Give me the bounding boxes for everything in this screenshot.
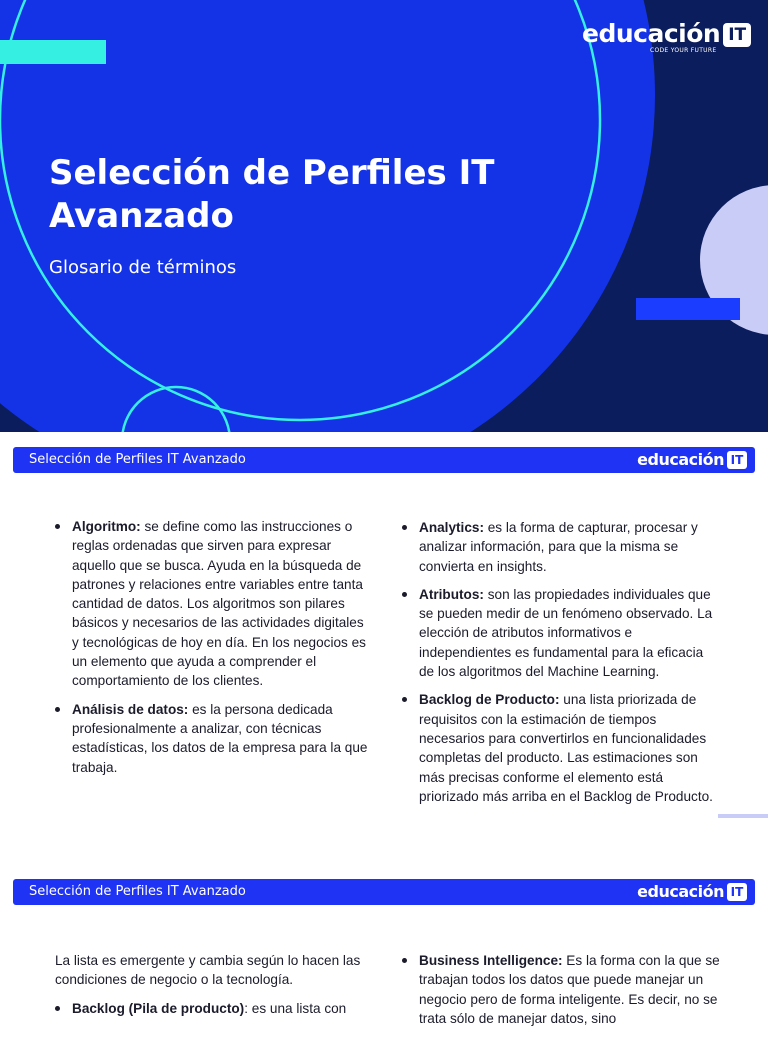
glossary-continuation: [55, 951, 373, 990]
header-logo: [637, 449, 747, 470]
glossary-term: Business Intelligence:: [419, 953, 563, 968]
blue-accent-bar: [636, 298, 740, 320]
glossary-left-column: [55, 517, 373, 786]
glossary-right-column-continued: [402, 951, 720, 1037]
glossary-left-column-continued: [55, 951, 373, 1027]
brand-badge: IT: [723, 23, 751, 47]
glossary-term: Algoritmo:: [72, 519, 141, 534]
glossary-term: Atributos:: [419, 586, 484, 602]
glossary-term: Análisis de datos:: [72, 701, 189, 717]
glossary-right-column: [402, 518, 720, 815]
header-brand-name: educación: [637, 450, 724, 469]
page-header-bar: [13, 879, 755, 905]
brand-name: educación: [582, 19, 721, 48]
glossary-definition: es la forma de capturar, procesar y analizar información, para que la misma se convierta en insights.: [419, 520, 698, 574]
glossary-definition: es la persona dedicada profesionalmente a analizar, con técnicas estadísticas, los datos de la empresa para la que trabaja.: [72, 701, 368, 775]
glossary-continuation-text: La lista es emergente y cambia según lo hacen las condiciones de negocio o la tecnología.: [55, 953, 361, 988]
glossary-item: [402, 690, 720, 806]
header-brand-name: educación: [637, 882, 724, 901]
glossary-item: [55, 517, 373, 691]
glossary-definition: son las propiedades individuales que se pueden medir de un fenómeno observado. La elección de atributos informativos e independientes es fundamental para la eficacia de los algoritmos del Machine Learning.: [419, 586, 713, 680]
side-accent-line: [718, 814, 768, 818]
header-brand-badge: IT: [727, 883, 747, 901]
glossary-item: [55, 700, 373, 777]
glossary-item: [402, 585, 720, 681]
glossary-item: [402, 518, 720, 576]
glossary-definition: Es la forma con la que se trabajan todos los datos que puede manejar un negocio pero de forma inteligente. Es decir, no se trata sólo de manejar datos, sino: [419, 953, 720, 1026]
glossary-definition: : es una lista con: [244, 1000, 347, 1016]
glossary-definition: una lista priorizada de requisitos con la estimación de tiempos necesarios para convertirlos en funcionalidades completas del producto. Las estimaciones son más precisas conforme el elemento está priorizado más arriba en el Backlog de Producto.: [419, 692, 713, 804]
brand-tagline: CODE YOUR FUTURE: [650, 47, 717, 54]
header-brand-badge: IT: [727, 451, 747, 469]
cover-page: [0, 0, 768, 432]
page-header-bar: [13, 447, 755, 473]
document-title: Selección de Perfiles IT Avanzado: [49, 153, 495, 236]
glossary-term: Backlog de Producto:: [419, 692, 560, 708]
glossary-item: [402, 951, 720, 1028]
glossary-item: [55, 999, 373, 1018]
header-logo: [637, 881, 747, 902]
brand-logo: [582, 20, 751, 48]
page-header-title: Selección de Perfiles IT Avanzado: [29, 884, 246, 899]
glossary-term: Backlog (Pila de producto): [72, 1000, 245, 1016]
glossary-term: Analytics:: [419, 520, 484, 535]
document-subtitle: Glosario de términos: [49, 257, 237, 278]
glossary-definition: se define como las instrucciones o reglas ordenadas que sirven para expresar aquello que se busca. Ayuda en la búsqueda de patrones y relaciones entre variables entre tanta cantidad de datos. Los algoritmos son pilares básicos y necesarios de las actividades digitales y tecnológicas de hoy en día. En los negocios es un elemento que ayuda a comprender el comportamiento de los clientes.: [72, 519, 366, 689]
teal-accent-bar: [0, 40, 106, 64]
page-header-title: Selección de Perfiles IT Avanzado: [29, 452, 246, 467]
